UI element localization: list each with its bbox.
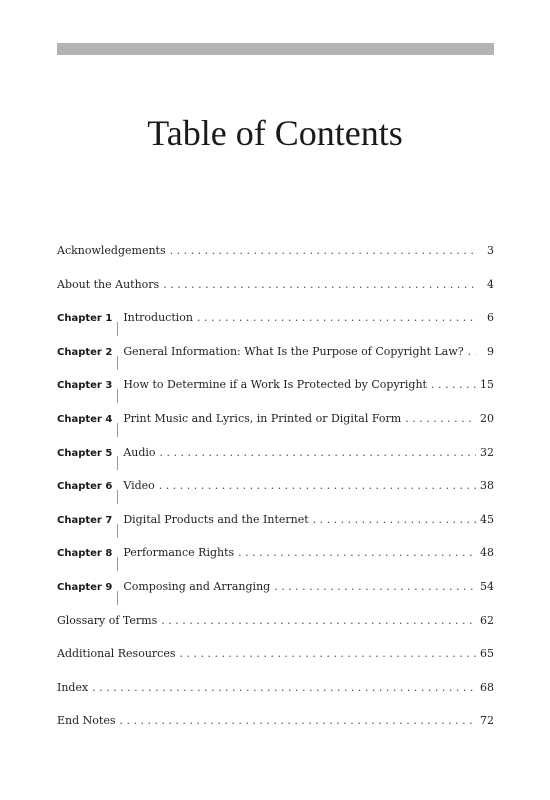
entry-label: Digital Products and the Internet xyxy=(123,512,309,526)
entry-label: Acknowledgements xyxy=(57,244,166,257)
chapter-number: Chapter 4 xyxy=(57,413,113,425)
toc-entry[interactable] xyxy=(57,681,494,715)
page-number: 54 xyxy=(480,579,494,593)
dot-leader xyxy=(159,479,476,492)
dot-leader xyxy=(274,580,476,593)
chapter-separator xyxy=(117,591,118,605)
toc-entry[interactable] xyxy=(57,446,494,480)
entry-label: Video xyxy=(123,479,155,493)
chapter-separator xyxy=(117,456,118,470)
page-number: 45 xyxy=(480,512,494,526)
page-number: 48 xyxy=(480,546,494,560)
chapter-separator xyxy=(117,524,118,538)
toc-entry[interactable] xyxy=(57,546,494,580)
page-number: 32 xyxy=(480,445,494,459)
dot-leader xyxy=(238,546,476,559)
entry-label: End Notes xyxy=(57,714,116,728)
toc-list xyxy=(57,244,494,748)
toc-entry[interactable] xyxy=(57,412,494,446)
chapter-separator xyxy=(117,389,118,403)
page-number: 6 xyxy=(487,311,494,325)
dot-leader xyxy=(119,714,476,727)
page-number: 68 xyxy=(480,680,494,694)
toc-entry[interactable] xyxy=(57,278,494,312)
toc-entry[interactable] xyxy=(57,647,494,681)
entry-label: Introduction xyxy=(123,311,193,325)
dot-leader xyxy=(313,513,476,526)
entry-label: Additional Resources xyxy=(57,647,176,661)
entry-label: About the Authors xyxy=(57,277,160,291)
page-number: 3 xyxy=(487,244,494,257)
entry-label: Index xyxy=(57,680,89,694)
dot-leader xyxy=(179,647,476,660)
entry-label: Composing and Arranging xyxy=(123,579,271,593)
page-number: 4 xyxy=(487,277,494,291)
page-number: 38 xyxy=(480,479,494,493)
chapter-number: Chapter 1 xyxy=(57,313,113,325)
dot-leader xyxy=(161,614,476,627)
dot-leader xyxy=(431,378,476,391)
page-number: 20 xyxy=(480,411,494,425)
entry-label: General Information: What Is the Purpose of Copyright Law? xyxy=(123,344,464,358)
toc-entry[interactable] xyxy=(57,714,494,748)
chapter-separator xyxy=(117,423,118,437)
page-number: 15 xyxy=(480,378,494,392)
chapter-separator xyxy=(117,557,118,571)
toc-entry[interactable] xyxy=(57,479,494,513)
toc-entry[interactable] xyxy=(57,513,494,547)
page-title: Table of Contents xyxy=(147,113,403,153)
chapter-separator xyxy=(117,322,118,336)
page-number: 9 xyxy=(487,344,494,358)
toc-entry[interactable] xyxy=(57,345,494,379)
dot-leader xyxy=(163,278,476,291)
chapter-separator xyxy=(117,356,118,370)
chapter-number: Chapter 7 xyxy=(57,514,113,526)
dot-leader xyxy=(197,311,476,324)
entry-label: Glossary of Terms xyxy=(57,613,158,627)
dot-leader xyxy=(468,345,476,358)
dot-leader xyxy=(170,244,476,257)
entry-label: How to Determine if a Work Is Protected by Copyright xyxy=(123,378,427,392)
entry-label: Performance Rights xyxy=(123,546,235,560)
chapter-number: Chapter 2 xyxy=(57,346,113,358)
dot-leader xyxy=(160,446,476,459)
toc-entry[interactable] xyxy=(57,378,494,412)
toc-entry[interactable] xyxy=(57,580,494,614)
chapter-number: Chapter 3 xyxy=(57,380,113,392)
page-number: 65 xyxy=(480,647,494,661)
toc-entry[interactable] xyxy=(57,244,494,278)
toc-entry[interactable] xyxy=(57,311,494,345)
page-number: 62 xyxy=(480,613,494,627)
entry-label: Audio xyxy=(123,445,156,459)
chapter-number: Chapter 8 xyxy=(57,548,113,560)
page-number: 72 xyxy=(480,714,494,728)
chapter-number: Chapter 6 xyxy=(57,481,113,493)
toc-entry[interactable] xyxy=(57,614,494,648)
entry-label: Print Music and Lyrics, in Printed or Digital Form xyxy=(123,411,402,425)
header-bar xyxy=(57,43,494,55)
chapter-number: Chapter 9 xyxy=(57,581,113,593)
dot-leader xyxy=(92,681,476,694)
chapter-number: Chapter 5 xyxy=(57,447,113,459)
dot-leader xyxy=(405,412,476,425)
chapter-separator xyxy=(117,490,118,504)
